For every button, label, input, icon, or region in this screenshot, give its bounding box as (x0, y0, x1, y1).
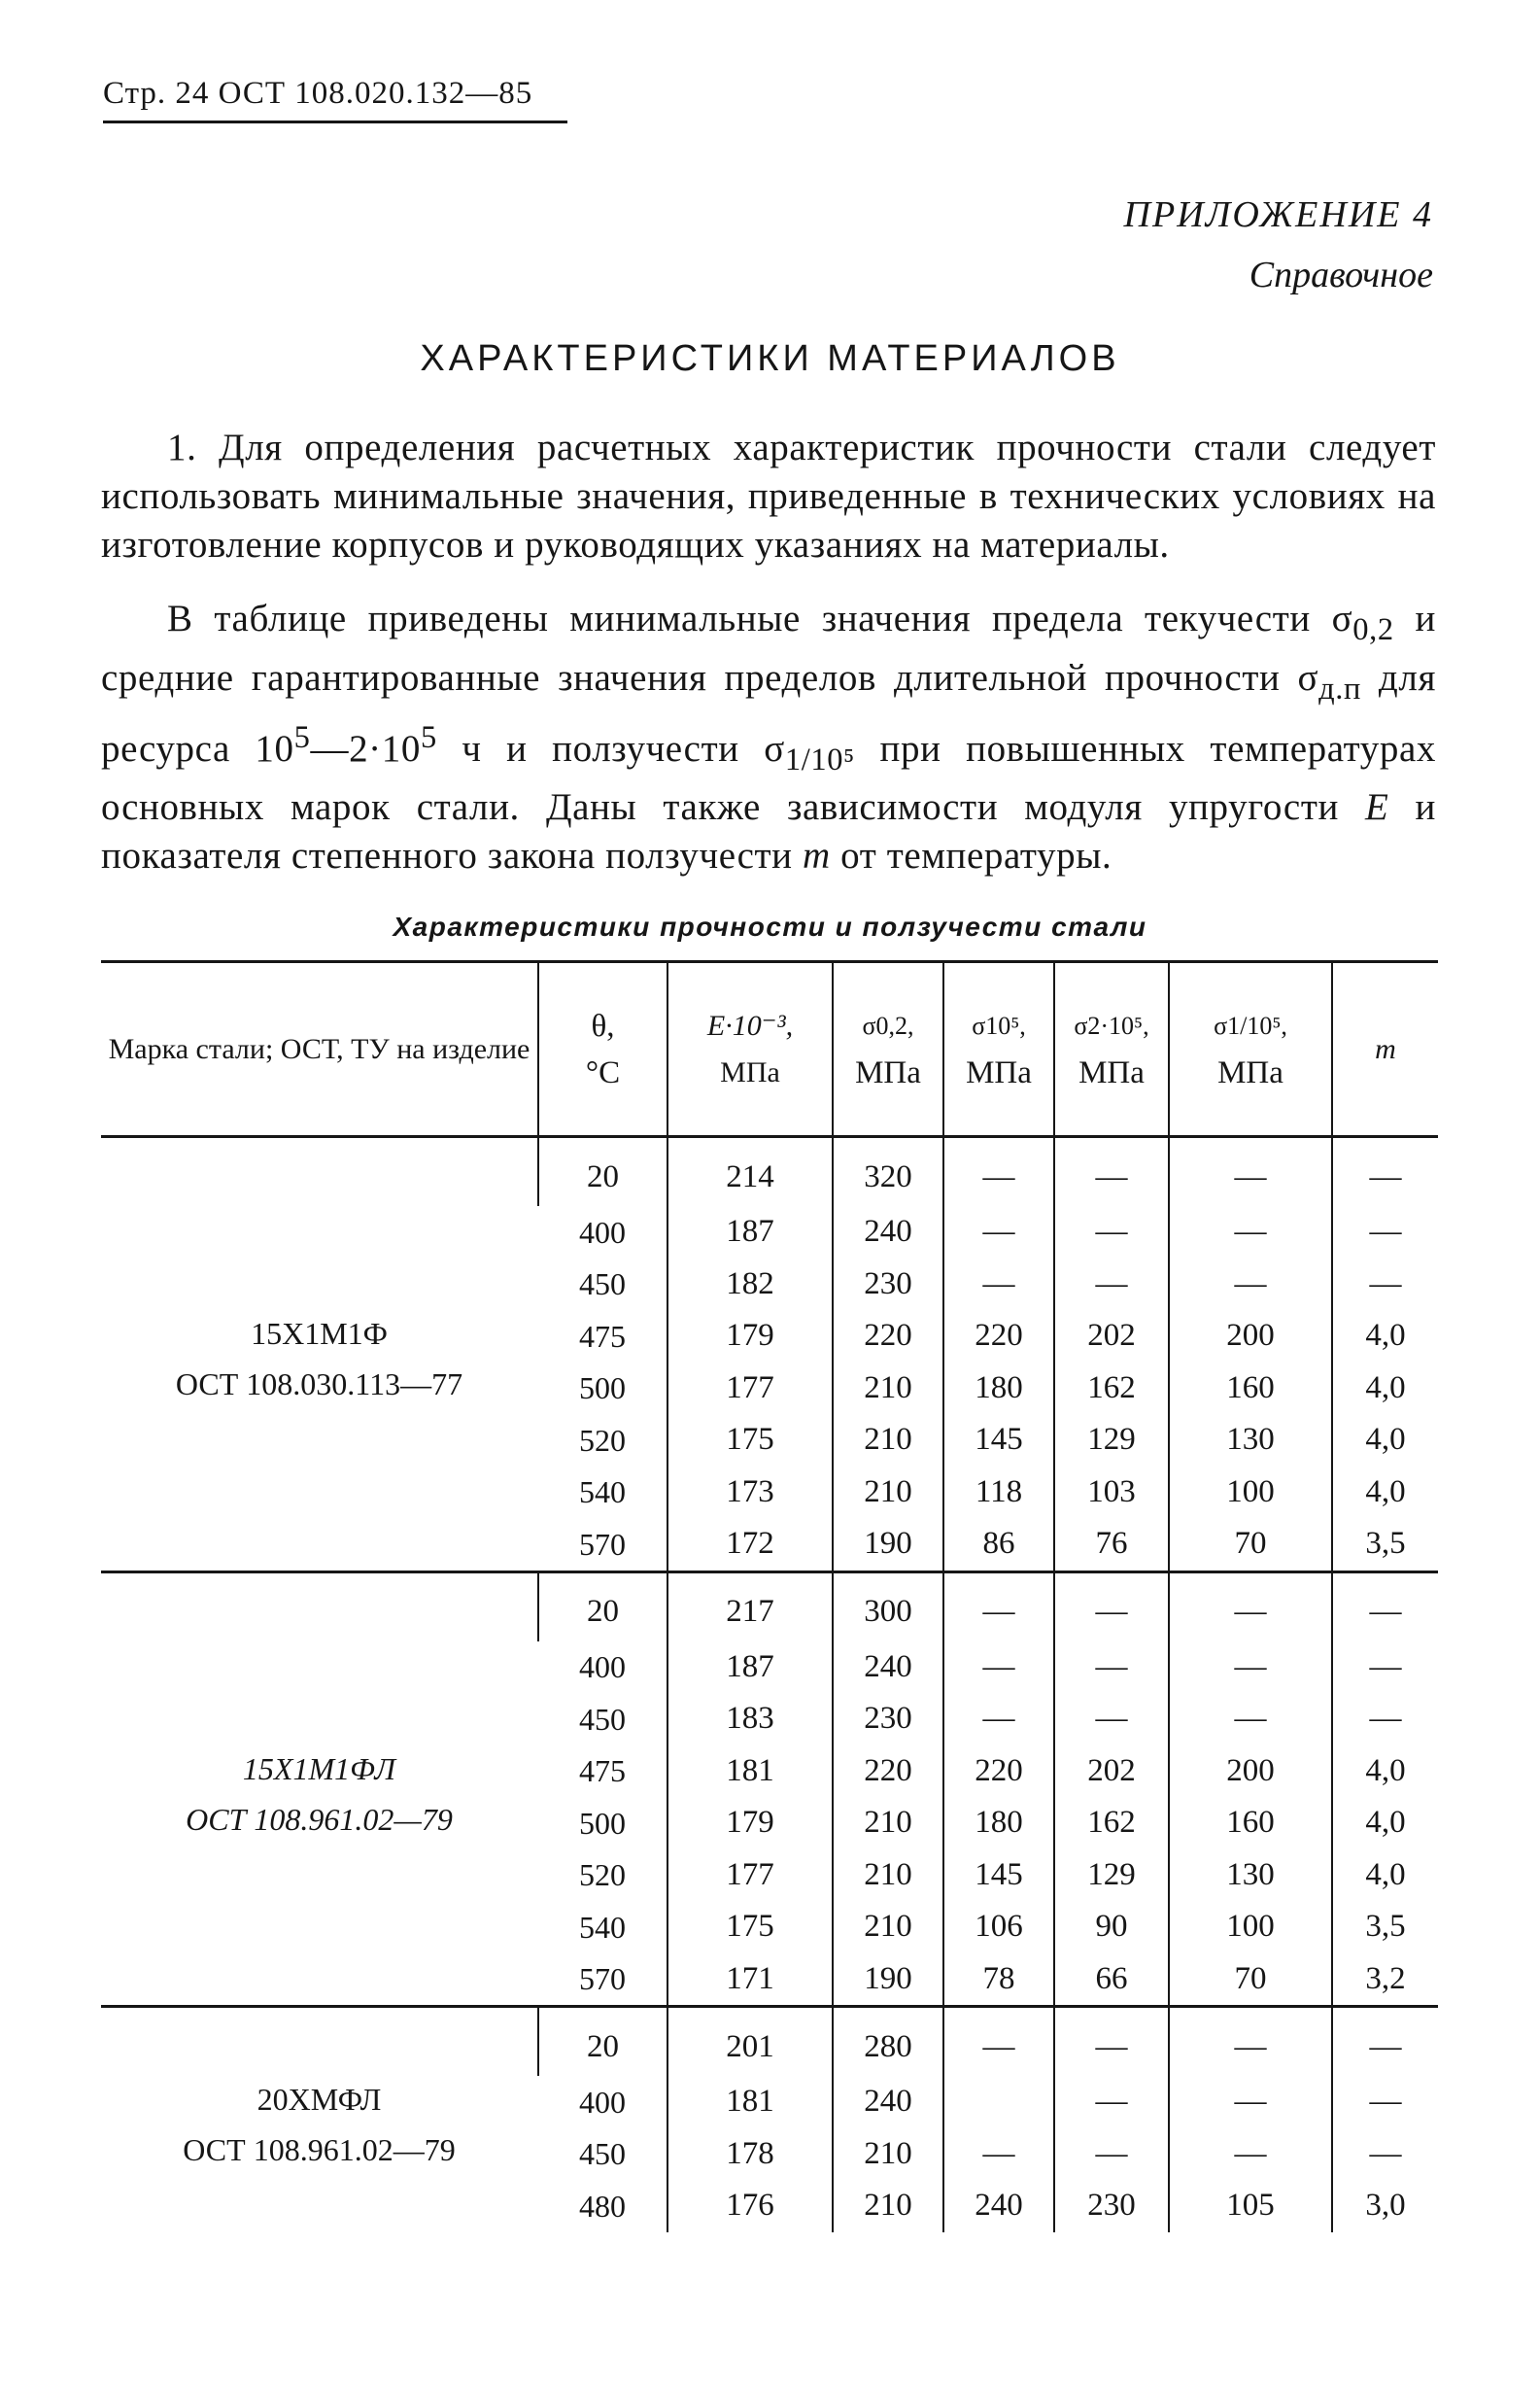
cell-rupture-2: — (1054, 2128, 1169, 2181)
cell-yield: 210 (833, 1849, 943, 1902)
cell-m: — (1332, 2076, 1438, 2128)
cell-m: — (1332, 1137, 1438, 1207)
cell-rupture-2: 129 (1054, 1414, 1169, 1467)
cell-creep: — (1169, 2007, 1332, 2077)
header-grade: Марка стали; ОСТ, ТУ на изделие (101, 962, 538, 1137)
cell-rupture-2: 76 (1054, 1518, 1169, 1571)
cell-rupture-1: — (943, 1137, 1054, 1207)
cell-modulus: 181 (667, 1745, 833, 1798)
cell-m: — (1332, 1641, 1438, 1694)
cell-modulus: 181 (667, 2076, 833, 2128)
cell-creep: — (1169, 2128, 1332, 2181)
cell-modulus: 182 (667, 1259, 833, 1311)
cell-temperature: 450 (579, 1701, 626, 1737)
cell-rupture-2: — (1054, 1641, 1169, 1694)
grade-cell (101, 2007, 538, 2232)
cell-rupture-1: — (943, 2128, 1054, 2181)
cell-rupture-2: 90 (1054, 1901, 1169, 1953)
cell-creep: 70 (1169, 1518, 1332, 1571)
paragraph-1: 1. Для определения расчетных характеристик прочности стали следует использовать минимальные значения, приведенные в технических условиях на изготовление корпусов и руководящих указаниях на материалы. (101, 427, 1436, 566)
cell-creep: 200 (1169, 1310, 1332, 1363)
cell-temperature: 450 (579, 1266, 626, 1302)
p2-text-g: и показателя степенного закона ползучести (101, 786, 1436, 878)
cell-modulus: 175 (667, 1901, 833, 1953)
cell-modulus: 173 (667, 1467, 833, 1519)
header-yield (833, 962, 943, 1137)
materials-table (101, 960, 1438, 2232)
header-temperature-unit: °C (585, 1054, 621, 1090)
cell-rupture-2: 103 (1054, 1467, 1169, 1519)
header-temperature-symbol: θ, (591, 1008, 615, 1044)
cell-yield: 220 (833, 1745, 943, 1798)
cell-yield: 210 (833, 2128, 943, 2181)
cell-m: — (1332, 1259, 1438, 1311)
cell-m: — (1332, 2128, 1438, 2181)
grade-name: 15Х1М1ФЛ (242, 1750, 396, 1786)
header-creep (1169, 962, 1332, 1137)
steel-group-1 (101, 1137, 1438, 1572)
running-head-rule (103, 121, 567, 123)
cell-temperature: 500 (579, 1370, 626, 1406)
cell-m: 4,0 (1332, 1797, 1438, 1849)
cell-temperature: 475 (579, 1318, 626, 1354)
cell-creep: 160 (1169, 1797, 1332, 1849)
paragraph-2 (101, 595, 1436, 880)
cell-creep: 130 (1169, 1414, 1332, 1467)
cell-temperature: 450 (579, 2136, 626, 2172)
cell-rupture-2: — (1054, 2076, 1169, 2128)
cell-temperature: 540 (579, 1474, 626, 1510)
cell-temperature: 20 (538, 1137, 667, 1207)
table-row (101, 2007, 1438, 2077)
cell-m: — (1332, 1571, 1438, 1641)
header-rupture-1 (943, 962, 1054, 1137)
header-rupture-2-symbol: σ2·10⁵, (1074, 1011, 1149, 1040)
cell-modulus: 177 (667, 1363, 833, 1415)
cell-modulus: 177 (667, 1849, 833, 1902)
cell-yield: 230 (833, 1693, 943, 1745)
p2-text-e: ч и ползучести σ (436, 727, 785, 770)
cell-creep: — (1169, 1571, 1332, 1641)
cell-creep: 70 (1169, 1953, 1332, 2007)
cell-yield: 210 (833, 1467, 943, 1519)
header-m: m (1332, 962, 1438, 1137)
cell-rupture-2: — (1054, 1693, 1169, 1745)
cell-temperature: 520 (579, 1857, 626, 1893)
cell-yield: 240 (833, 1206, 943, 1259)
cell-m: — (1332, 1693, 1438, 1745)
cell-yield: 320 (833, 1137, 943, 1207)
cell-yield: 280 (833, 2007, 943, 2077)
header-yield-symbol: σ0,2, (862, 1011, 914, 1040)
table-row (101, 1571, 1438, 1641)
cell-yield: 210 (833, 1901, 943, 1953)
cell-creep: 100 (1169, 1901, 1332, 1953)
cell-temperature: 400 (579, 2084, 626, 2120)
cell-m: 4,0 (1332, 1745, 1438, 1798)
cell-creep: — (1169, 1137, 1332, 1207)
cell-rupture-1: 240 (943, 2180, 1054, 2232)
cell-modulus: 214 (667, 1137, 833, 1207)
cell-yield: 210 (833, 1414, 943, 1467)
cell-m: 3,0 (1332, 2180, 1438, 2232)
cell-rupture-1: 118 (943, 1467, 1054, 1519)
p2-sub-yield: 0,2 (1352, 611, 1394, 647)
grade-standard: ОСТ 108.961.02—79 (186, 1801, 453, 1837)
cell-m: 3,2 (1332, 1953, 1438, 2007)
cell-rupture-2: 162 (1054, 1797, 1169, 1849)
grade-cell (101, 1137, 538, 1572)
cell-rupture-1: 220 (943, 1310, 1054, 1363)
cell-yield: 190 (833, 1953, 943, 2007)
header-modulus-symbol: E·10⁻³, (706, 1009, 794, 1042)
p2-text-d: —2·10 (310, 727, 421, 770)
cell-rupture-2: — (1054, 1137, 1169, 1207)
cell-yield: 240 (833, 2076, 943, 2128)
cell-creep: — (1169, 1641, 1332, 1694)
cell-rupture-1: — (943, 1571, 1054, 1641)
p2-text-c: для ресурса 10 (101, 656, 1436, 770)
cell-rupture-2: 230 (1054, 2180, 1169, 2232)
grade-standard: ОСТ 108.961.02—79 (183, 2132, 456, 2168)
cell-temperature: 570 (579, 1961, 626, 1997)
table-caption: Характеристики прочности и ползучести стали (393, 912, 1147, 942)
cell-rupture-1: — (943, 1206, 1054, 1259)
header-modulus-unit: МПа (720, 1055, 780, 1088)
cell-modulus: 172 (667, 1518, 833, 1571)
cell-yield: 230 (833, 1259, 943, 1311)
cell-modulus: 179 (667, 1797, 833, 1849)
cell-rupture-2: — (1054, 2007, 1169, 2077)
p2-text-h: от температуры. (830, 835, 1112, 878)
p2-text-f: при повышенных температурах основных марок стали. Даны также зависимости модуля упругости (101, 727, 1436, 829)
cell-creep: 200 (1169, 1745, 1332, 1798)
cell-rupture-1: 180 (943, 1797, 1054, 1849)
cell-yield: 210 (833, 1797, 943, 1849)
cell-modulus: 176 (667, 2180, 833, 2232)
cell-modulus: 178 (667, 2128, 833, 2181)
cell-rupture-1: 180 (943, 1363, 1054, 1415)
header-rupture-1-unit: МПа (966, 1054, 1032, 1090)
cell-m: 4,0 (1332, 1310, 1438, 1363)
cell-yield: 210 (833, 1363, 943, 1415)
p2-sup-2: 5 (420, 719, 437, 755)
p2-text-b: и средние гарантированные значения пределов длительной прочности σ (101, 598, 1436, 699)
header-modulus (667, 962, 833, 1137)
steel-group-2 (101, 1571, 1438, 2007)
cell-m: 4,0 (1332, 1849, 1438, 1902)
cell-m: 4,0 (1332, 1363, 1438, 1415)
cell-rupture-2: — (1054, 1259, 1169, 1311)
appendix-block (1124, 185, 1433, 305)
cell-rupture-1 (943, 2076, 1054, 2128)
cell-rupture-2: 202 (1054, 1310, 1169, 1363)
cell-modulus: 201 (667, 2007, 833, 2077)
cell-temperature: 20 (538, 2007, 667, 2077)
cell-modulus: 183 (667, 1693, 833, 1745)
cell-modulus: 179 (667, 1310, 833, 1363)
cell-creep: 105 (1169, 2180, 1332, 2232)
p2-var-m: m (803, 835, 831, 878)
cell-temperature: 540 (579, 1909, 626, 1945)
steel-group-3 (101, 2007, 1438, 2232)
header-temperature (538, 962, 667, 1137)
cell-m: 4,0 (1332, 1414, 1438, 1467)
cell-creep: — (1169, 2076, 1332, 2128)
cell-rupture-1: — (943, 2007, 1054, 2077)
cell-temperature: 400 (579, 1649, 626, 1685)
cell-rupture-2: — (1054, 1206, 1169, 1259)
grade-name: 20ХМФЛ (257, 2082, 382, 2118)
running-head: Стр. 24 ОСТ 108.020.132—85 (103, 76, 533, 111)
cell-rupture-2: 129 (1054, 1849, 1169, 1902)
header-creep-unit: МПа (1217, 1054, 1283, 1090)
p2-sub-rupture: д.п (1318, 671, 1361, 707)
header-creep-symbol: σ1/10⁵, (1214, 1011, 1287, 1040)
p2-var-e: E (1365, 786, 1389, 829)
cell-m: — (1332, 2007, 1438, 2077)
cell-rupture-1: — (943, 1259, 1054, 1311)
cell-yield: 220 (833, 1310, 943, 1363)
cell-temperature: 20 (538, 1571, 667, 1641)
appendix-status: Справочное (1249, 255, 1433, 295)
cell-rupture-1: 145 (943, 1414, 1054, 1467)
cell-creep: 160 (1169, 1363, 1332, 1415)
cell-rupture-2: 162 (1054, 1363, 1169, 1415)
cell-creep: — (1169, 1206, 1332, 1259)
table-row (101, 1137, 1438, 1207)
cell-m: 3,5 (1332, 1518, 1438, 1571)
p2-sup-1: 5 (293, 719, 311, 755)
cell-modulus: 187 (667, 1641, 833, 1694)
cell-rupture-1: 78 (943, 1953, 1054, 2007)
cell-creep: 130 (1169, 1849, 1332, 1902)
cell-rupture-1: — (943, 1693, 1054, 1745)
cell-temperature: 475 (579, 1753, 626, 1789)
grade-name: 15Х1М1Ф (251, 1316, 388, 1352)
cell-rupture-2: 66 (1054, 1953, 1169, 2007)
cell-rupture-1: 145 (943, 1849, 1054, 1902)
cell-yield: 190 (833, 1518, 943, 1571)
p2-sub-creep: 1/10⁵ (784, 742, 855, 777)
table-header-row (101, 962, 1438, 1137)
cell-rupture-2: — (1054, 1571, 1169, 1641)
cell-temperature: 480 (579, 2188, 626, 2224)
header-rupture-2-unit: МПа (1078, 1054, 1145, 1090)
page-title: ХАРАКТЕРИСТИКИ МАТЕРИАЛОВ (420, 338, 1120, 379)
cell-modulus: 217 (667, 1571, 833, 1641)
cell-modulus: 187 (667, 1206, 833, 1259)
cell-rupture-2: 202 (1054, 1745, 1169, 1798)
cell-yield: 300 (833, 1571, 943, 1641)
cell-rupture-1: 86 (943, 1518, 1054, 1571)
cell-yield: 240 (833, 1641, 943, 1694)
header-rupture-2 (1054, 962, 1169, 1137)
cell-m: 3,5 (1332, 1901, 1438, 1953)
p2-text-a: В таблице приведены минимальные значения предела текучести σ (167, 598, 1353, 639)
cell-creep: 100 (1169, 1467, 1332, 1519)
cell-rupture-1: 106 (943, 1901, 1054, 1953)
cell-temperature: 400 (579, 1214, 626, 1250)
grade-standard: ОСТ 108.030.113—77 (175, 1366, 463, 1402)
cell-temperature: 520 (579, 1422, 626, 1458)
cell-m: 4,0 (1332, 1467, 1438, 1519)
cell-creep: — (1169, 1259, 1332, 1311)
grade-cell (101, 1571, 538, 2007)
header-rupture-1-symbol: σ10⁵, (972, 1011, 1026, 1040)
cell-modulus: 171 (667, 1953, 833, 2007)
cell-rupture-1: — (943, 1641, 1054, 1694)
header-yield-unit: МПа (855, 1054, 921, 1090)
cell-temperature: 500 (579, 1805, 626, 1841)
cell-creep: — (1169, 1693, 1332, 1745)
cell-modulus: 175 (667, 1414, 833, 1467)
cell-yield: 210 (833, 2180, 943, 2232)
appendix-label: ПРИЛОЖЕНИЕ 4 (1123, 194, 1433, 235)
cell-rupture-1: 220 (943, 1745, 1054, 1798)
cell-m: — (1332, 1206, 1438, 1259)
cell-temperature: 570 (579, 1526, 626, 1562)
